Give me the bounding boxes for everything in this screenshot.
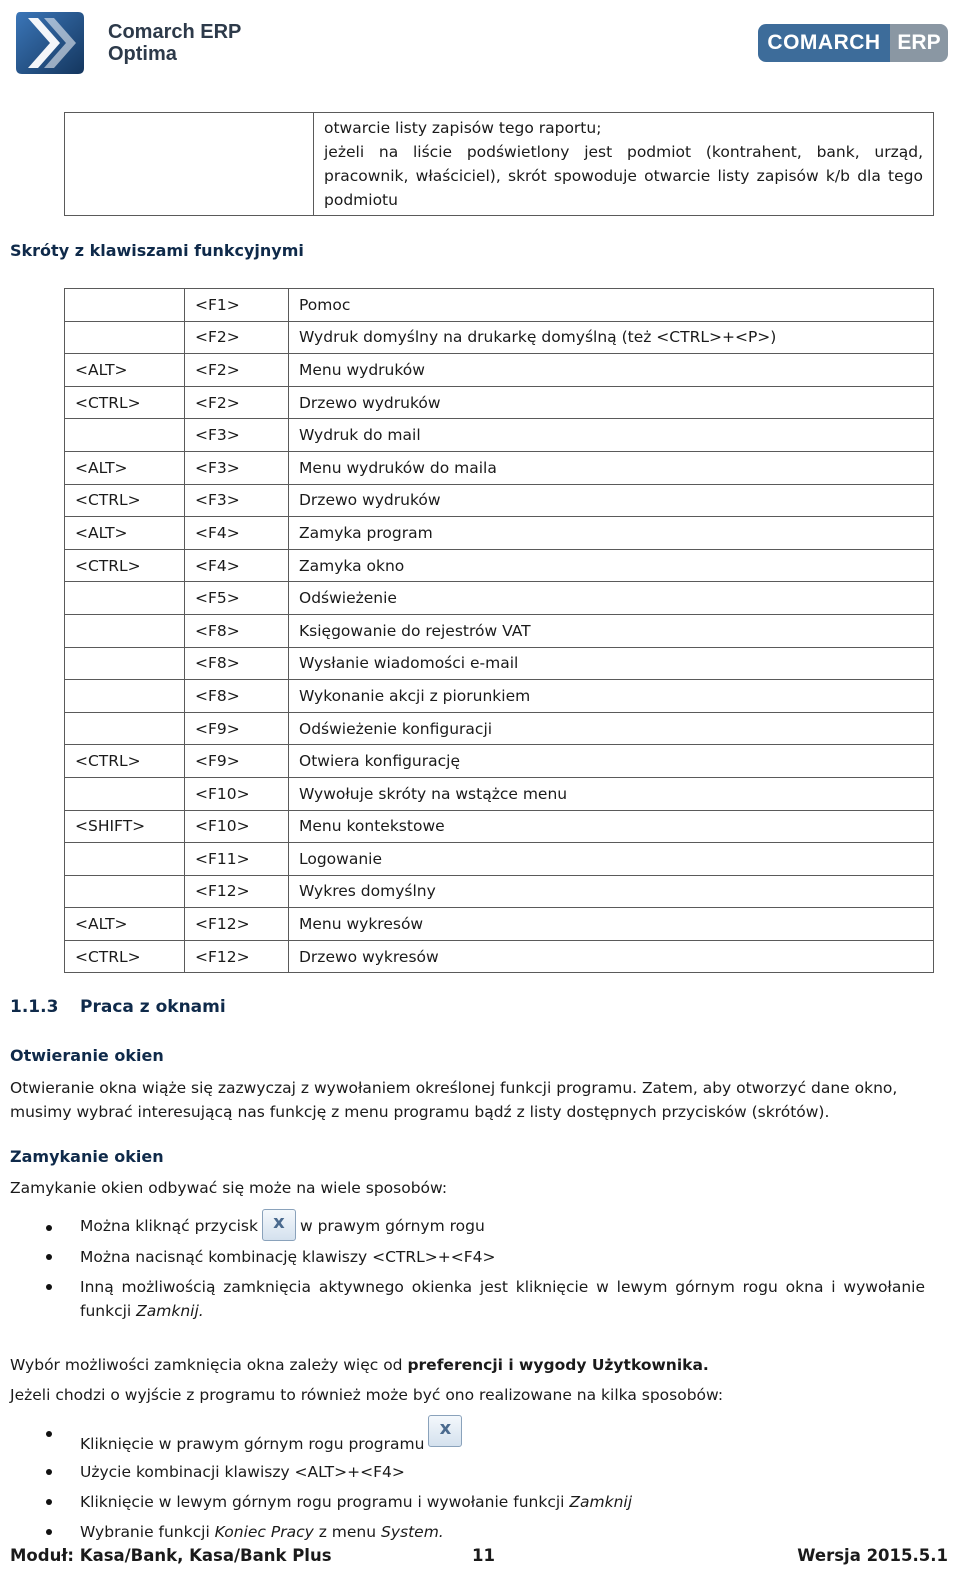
table-row <box>65 614 934 647</box>
footer-module: Moduł: Kasa/Bank, Kasa/Bank Plus <box>10 1546 332 1565</box>
footer-page-number: 11 <box>472 1546 495 1565</box>
closing-choice <box>10 1353 922 1377</box>
function-key-cell: <F8> <box>185 680 289 713</box>
key-description-cell: Menu wydruków do maila <box>289 451 934 484</box>
modifier-key-cell <box>65 680 185 713</box>
key-description-cell: Otwiera konfigurację <box>289 745 934 778</box>
function-key-cell: <F9> <box>185 712 289 745</box>
function-key-cell: <F10> <box>185 777 289 810</box>
modifier-key-cell: <ALT> <box>65 354 185 387</box>
table-row <box>65 549 934 582</box>
key-description-cell: Wykres domyślny <box>289 875 934 908</box>
opening-text: Otwieranie okna wiąże się zazwyczaj z wywołaniem określonej funkcji programu. Zatem, aby otworzyć dane okno, musimy wybrać interesującą nas funkcję z menu programu bądź z listy dostępnych przycisków (skrótów). <box>10 1079 898 1121</box>
list-item-emphasis: System. <box>381 1523 444 1541</box>
key-description-cell: Wydruk domyślny na drukarkę domyślną (też <CTRL>+<P>) <box>289 321 934 354</box>
table-row <box>65 354 934 387</box>
modifier-key-cell <box>65 712 185 745</box>
modifier-key-cell <box>65 321 185 354</box>
continuation-table <box>64 112 934 216</box>
key-description-cell: Wywołuje skróty na wstążce menu <box>289 777 934 810</box>
table-row <box>65 321 934 354</box>
list-item-text: Użycie kombinacji klawiszy <ALT>+<F4> <box>80 1463 405 1481</box>
function-key-cell: <F2> <box>185 321 289 354</box>
closing-title: Zamykanie okien <box>10 1147 164 1166</box>
modifier-key-cell <box>65 843 185 876</box>
brand-right: ERP <box>890 24 948 62</box>
bullet-icon <box>46 1225 52 1231</box>
list-item <box>40 1205 925 1241</box>
table-row <box>65 843 934 876</box>
table-row <box>65 289 934 322</box>
table-row <box>65 810 934 843</box>
bullet-icon <box>46 1469 52 1475</box>
brand-left: COMARCH <box>758 24 890 62</box>
function-key-cell: <F4> <box>185 549 289 582</box>
function-key-cell: <F10> <box>185 810 289 843</box>
modifier-key-cell <box>65 614 185 647</box>
function-key-cell: <F9> <box>185 745 289 778</box>
list-item-text: Można nacisnąć kombinację klawiszy <CTRL>+<F4> <box>80 1248 496 1266</box>
exit-methods-list <box>40 1411 925 1544</box>
comarch-optima-logo <box>14 8 241 78</box>
table-row <box>65 680 934 713</box>
list-item-text: Inną możliwością zamknięcia aktywnego okienka jest kliknięcie w lewym górnym rogu okna i wywołanie funkcji <box>80 1278 925 1320</box>
description-cell <box>314 113 934 216</box>
function-key-cell: <F3> <box>185 451 289 484</box>
list-item-text: Kliknięcie w prawym górnym rogu programu <box>80 1435 425 1453</box>
section-number: 1.1.3 <box>10 997 59 1017</box>
modifier-key-cell: <CTRL> <box>65 745 185 778</box>
function-key-cell: <F8> <box>185 647 289 680</box>
list-item-text: z menu <box>313 1523 381 1541</box>
table-row <box>65 517 934 550</box>
modifier-key-cell <box>65 875 185 908</box>
function-key-cell: <F3> <box>185 484 289 517</box>
optima-logo-icon <box>14 8 86 78</box>
key-description-cell: Menu kontekstowe <box>289 810 934 843</box>
modifier-key-cell <box>65 647 185 680</box>
table-row <box>65 451 934 484</box>
key-description-cell: Wykonanie akcji z piorunkiem <box>289 680 934 713</box>
key-description-cell: Drzewo wykresów <box>289 940 934 973</box>
modifier-key-cell: <CTRL> <box>65 484 185 517</box>
list-item-text: Wybranie funkcji <box>80 1523 215 1541</box>
key-description-cell: Zamyka program <box>289 517 934 550</box>
list-item-text: Kliknięcie w lewym górnym rogu programu i wywołanie funkcji <box>80 1493 570 1511</box>
close-window-icon <box>262 1209 296 1241</box>
table-row <box>65 777 934 810</box>
key-description-cell: Wydruk do mail <box>289 419 934 452</box>
modifier-key-cell: <SHIFT> <box>65 810 185 843</box>
section-title: Praca z oknami <box>80 997 226 1017</box>
key-description-cell: Drzewo wydruków <box>289 484 934 517</box>
logo-line-2: Optima <box>108 43 177 65</box>
key-description-cell: Wysłanie wiadomości e-mail <box>289 647 934 680</box>
opening-title: Otwieranie okien <box>10 1046 164 1065</box>
choice-bold: preferencji i wygody Użytkownika. <box>407 1356 709 1374</box>
list-item-text: Można kliknąć przycisk <box>80 1217 258 1235</box>
close-glyph: x <box>273 1212 285 1233</box>
closing-intro: Zamykanie okien odbywać się może na wiele sposobów: <box>10 1179 448 1197</box>
table-row <box>65 647 934 680</box>
function-key-cell: <F12> <box>185 940 289 973</box>
key-description-cell: Menu wydruków <box>289 354 934 387</box>
table-row <box>65 940 934 973</box>
list-item-emphasis: Zamknij <box>569 1493 633 1511</box>
comarch-erp-logo <box>758 24 948 62</box>
logo-text <box>108 21 241 65</box>
table-row <box>65 745 934 778</box>
modifier-key-cell: <ALT> <box>65 517 185 550</box>
list-item <box>40 1411 925 1456</box>
function-keys-table <box>64 288 934 973</box>
table-row <box>65 582 934 615</box>
choice-text: Wybór możliwości zamknięcia okna zależy więc od <box>10 1356 408 1374</box>
table-row <box>65 386 934 419</box>
list-item <box>40 1490 925 1514</box>
exit-intro: Jeżeli chodzi o wyjście z programu to również może być ono realizowane na kilka sposobów: <box>10 1386 724 1404</box>
empty-cell <box>65 113 314 216</box>
bullet-icon <box>46 1499 52 1505</box>
table-row <box>65 113 934 216</box>
bullet-icon <box>46 1431 52 1437</box>
modifier-key-cell <box>65 582 185 615</box>
bullet-icon <box>46 1284 52 1290</box>
table-row <box>65 484 934 517</box>
modifier-key-cell: <CTRL> <box>65 549 185 582</box>
page-header <box>0 0 960 90</box>
function-key-cell: <F2> <box>185 354 289 387</box>
key-description-cell: Drzewo wydruków <box>289 386 934 419</box>
modifier-key-cell: <ALT> <box>65 908 185 941</box>
modifier-key-cell <box>65 289 185 322</box>
table-row <box>65 419 934 452</box>
logo-line-1: Comarch ERP <box>108 21 242 43</box>
function-key-cell: <F1> <box>185 289 289 322</box>
key-description-cell: Menu wykresów <box>289 908 934 941</box>
function-keys-title: Skróty z klawiszami funkcyjnymi <box>10 241 304 260</box>
table-row <box>65 875 934 908</box>
table-row <box>65 908 934 941</box>
function-key-cell: <F5> <box>185 582 289 615</box>
description-line: otwarcie listy zapisów tego raportu; <box>324 119 602 137</box>
key-description-cell: Pomoc <box>289 289 934 322</box>
list-item <box>40 1520 925 1544</box>
key-description-cell: Zamyka okno <box>289 549 934 582</box>
key-description-cell: Odświeżenie <box>289 582 934 615</box>
function-key-cell: <F2> <box>185 386 289 419</box>
modifier-key-cell <box>65 777 185 810</box>
key-description-cell: Księgowanie do rejestrów VAT <box>289 614 934 647</box>
key-description-cell: Logowanie <box>289 843 934 876</box>
key-description-cell: Odświeżenie konfiguracji <box>289 712 934 745</box>
function-key-cell: <F8> <box>185 614 289 647</box>
modifier-key-cell <box>65 419 185 452</box>
function-keys-body <box>65 289 934 973</box>
function-key-cell: <F12> <box>185 908 289 941</box>
list-item-emphasis: Zamknij. <box>136 1302 204 1320</box>
modifier-key-cell: <CTRL> <box>65 386 185 419</box>
list-item <box>40 1275 925 1323</box>
function-key-cell: <F3> <box>185 419 289 452</box>
list-item-emphasis: Koniec Pracy <box>214 1523 314 1541</box>
function-key-cell: <F4> <box>185 517 289 550</box>
close-glyph: x <box>439 1418 452 1439</box>
list-item <box>40 1460 925 1484</box>
section-heading <box>10 997 226 1017</box>
footer-version: Wersja 2015.5.1 <box>797 1546 948 1565</box>
description-line: jeżeli na liście podświetlony jest podmiot (kontrahent, bank, urząd, pracownik, właściciel), skrót spowoduje otwarcie listy zapisów k/b dla tego podmiotu <box>324 143 923 209</box>
bullet-icon <box>46 1529 52 1535</box>
closing-methods-list <box>40 1205 925 1323</box>
modifier-key-cell: <ALT> <box>65 451 185 484</box>
list-item <box>40 1245 925 1269</box>
table-row <box>65 712 934 745</box>
list-item-text: w prawym górnym rogu <box>299 1217 485 1235</box>
function-key-cell: <F12> <box>185 875 289 908</box>
function-key-cell: <F11> <box>185 843 289 876</box>
modifier-key-cell: <CTRL> <box>65 940 185 973</box>
close-program-icon <box>428 1415 462 1447</box>
bullet-icon <box>46 1254 52 1260</box>
